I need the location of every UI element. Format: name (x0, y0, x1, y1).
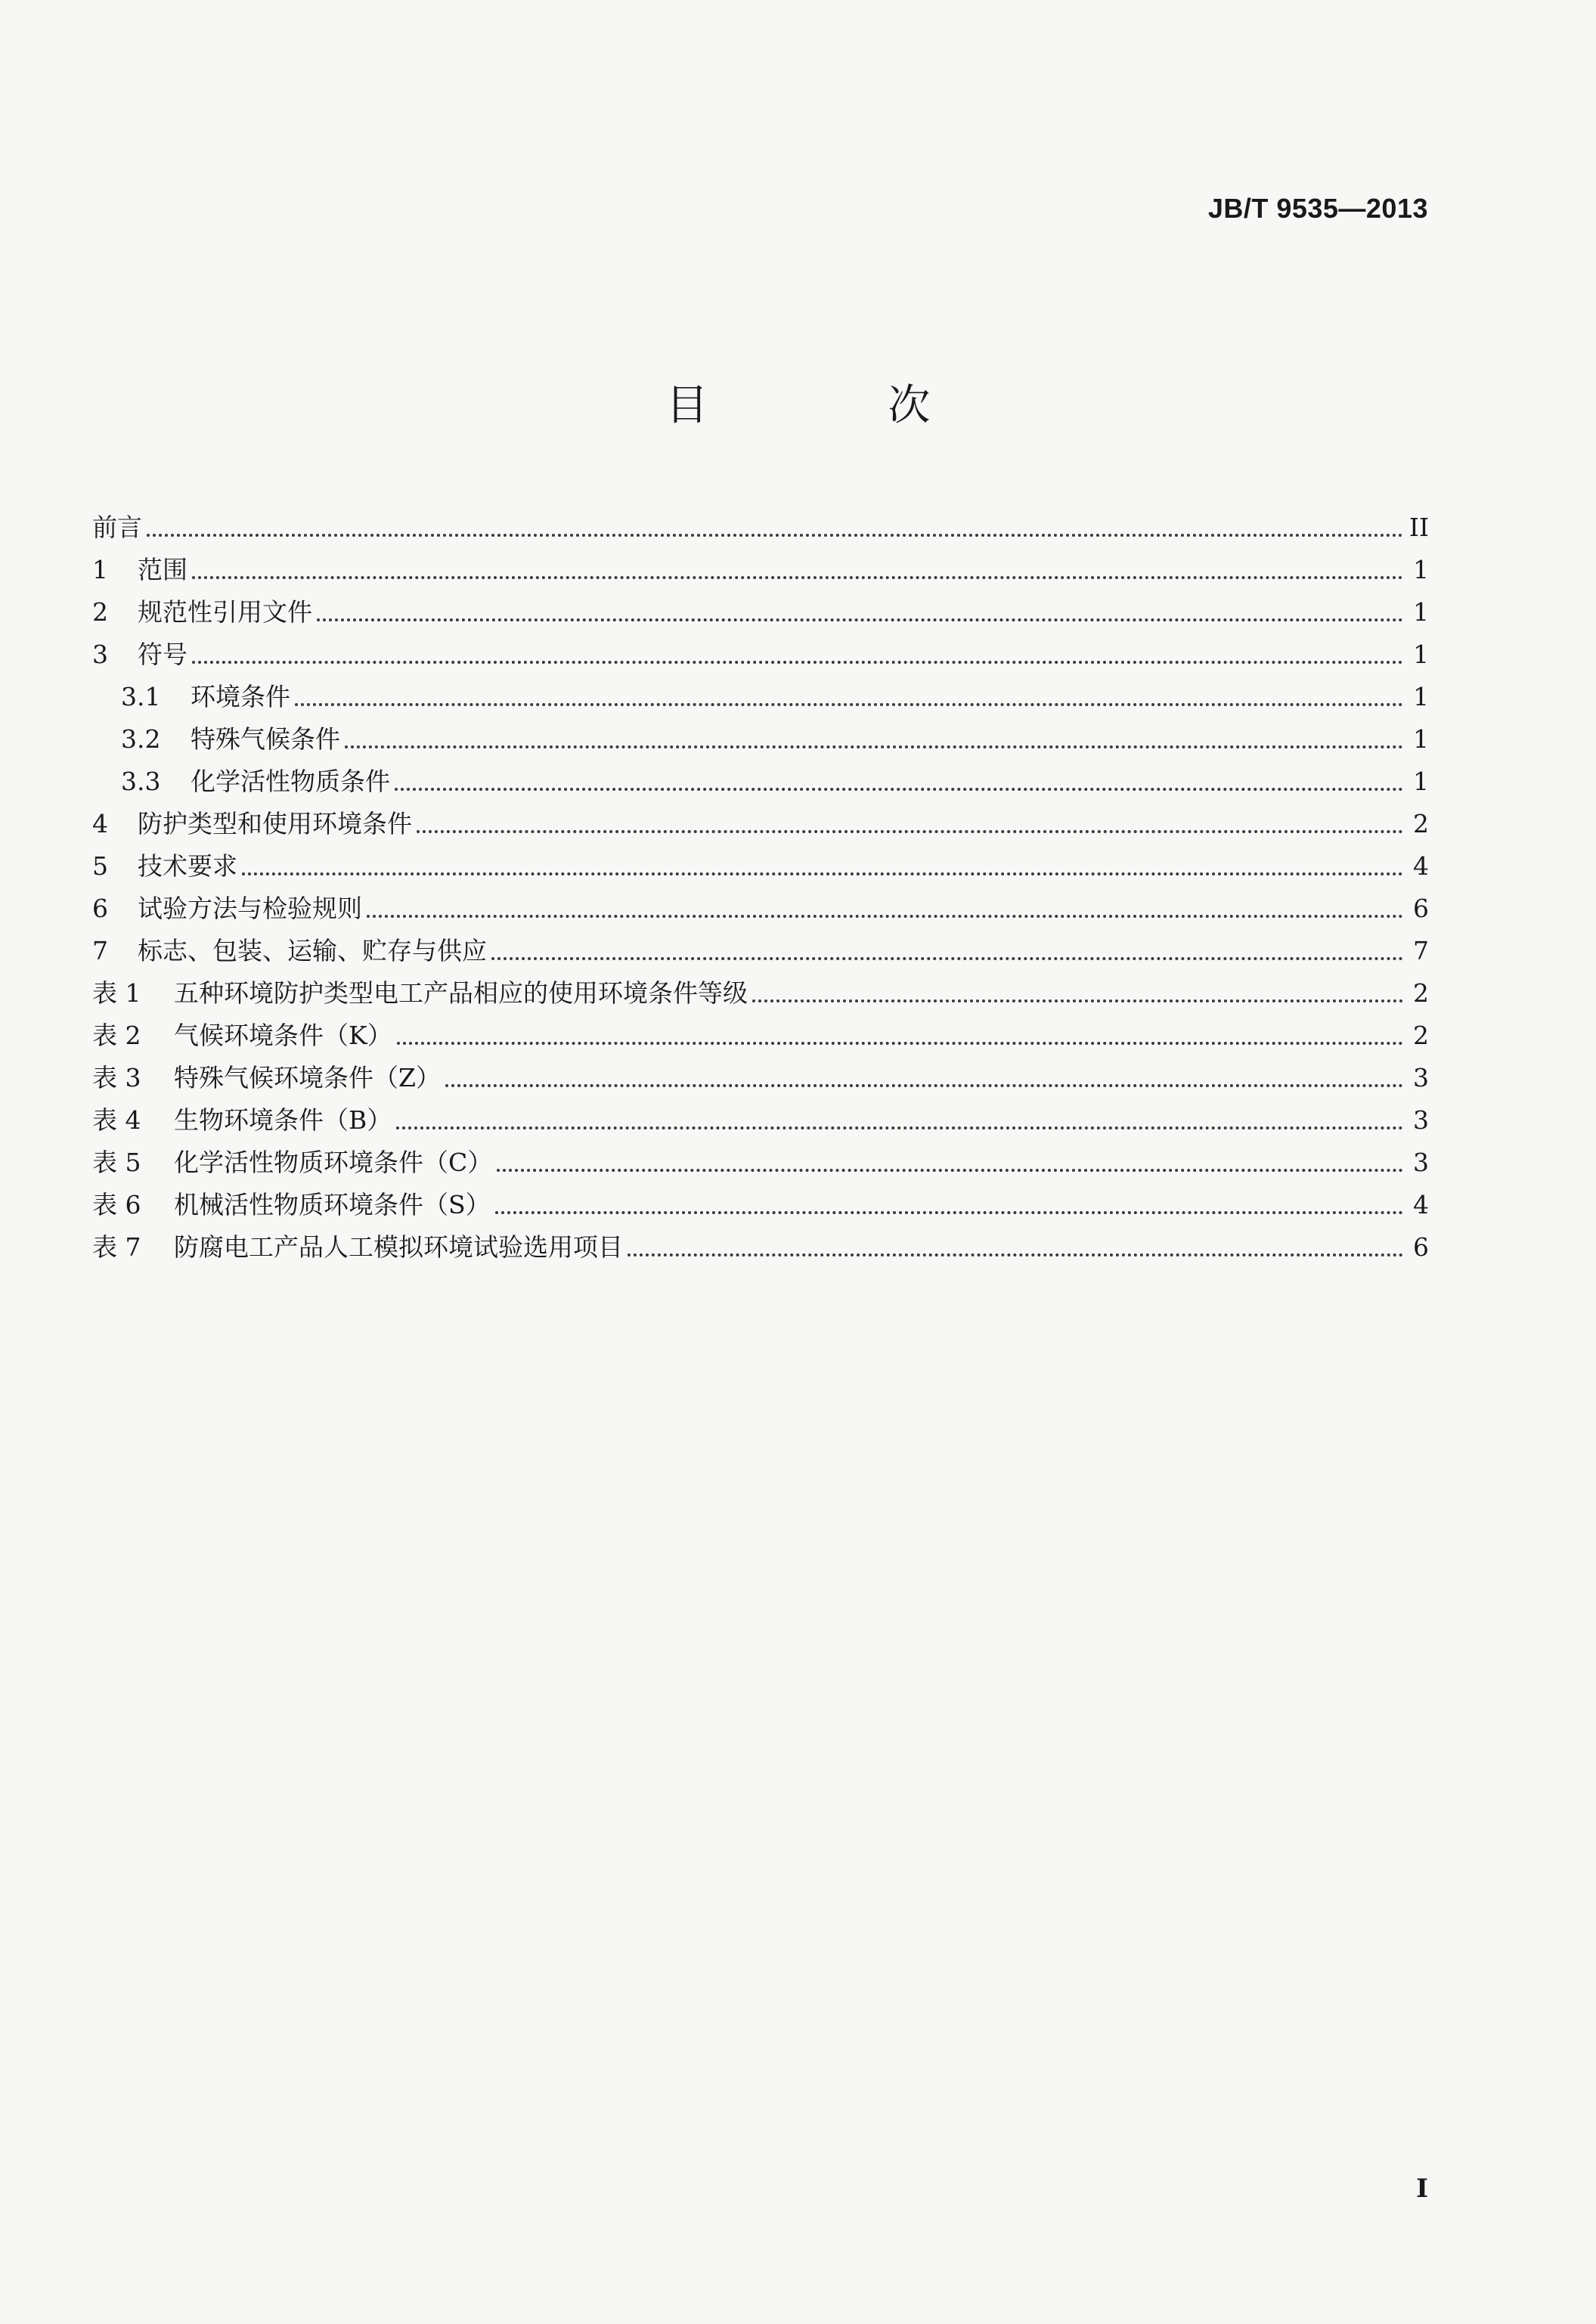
toc-entry[interactable] (92, 634, 1429, 676)
toc-entry[interactable] (92, 1099, 1429, 1142)
toc-entry-number: 3.3 (121, 767, 161, 796)
toc-entry-number: 表 1 (92, 978, 141, 1008)
toc-entry-number: 表 5 (92, 1148, 141, 1177)
standard-code: JB/T 9535—2013 (1207, 193, 1428, 224)
toc-entry-page: 7 (1413, 936, 1429, 965)
toc-entry-title: 机械活性物质环境条件（S） (174, 1190, 491, 1219)
toc-leader-dots (752, 999, 1403, 1002)
toc-entry[interactable] (92, 591, 1429, 634)
toc-entry[interactable] (92, 549, 1429, 591)
toc-entry[interactable] (92, 888, 1429, 930)
toc-entry-title: 防腐电工产品人工模拟环境试验选用项目 (174, 1232, 623, 1262)
toc-entry-page: II (1409, 513, 1429, 542)
toc-entry-page: 2 (1413, 809, 1429, 838)
toc-leader-dots (242, 872, 1403, 875)
toc-entry[interactable] (92, 1057, 1429, 1099)
toc-entry-page: 4 (1413, 851, 1429, 881)
toc-entry-title: 防护类型和使用环境条件 (138, 809, 412, 838)
toc-entry-title: 技术要求 (138, 851, 237, 881)
toc-entry-number: 3.2 (121, 724, 161, 754)
toc-entry[interactable] (92, 761, 1429, 803)
toc-entry-number: 5 (92, 851, 108, 881)
toc-entry[interactable] (92, 803, 1429, 845)
page-title: 目 次 (665, 381, 1014, 430)
toc-entry-page: 2 (1413, 978, 1429, 1008)
page-number: I (1416, 2174, 1428, 2204)
toc-entry-title: 特殊气候条件 (191, 724, 340, 754)
toc-entry-number: 1 (92, 555, 108, 584)
toc-entry-title: 环境条件 (191, 682, 290, 711)
toc-leader-dots (367, 915, 1403, 918)
toc-leader-dots (147, 534, 1403, 537)
toc-entry-title: 生物环境条件（B） (174, 1105, 392, 1135)
toc-entry-page: 2 (1413, 1021, 1429, 1050)
toc-leader-dots (192, 661, 1403, 664)
toc-entry-page: 1 (1413, 682, 1429, 711)
toc-entry[interactable] (92, 676, 1429, 718)
toc-entry-title: 气候环境条件（K） (174, 1021, 392, 1050)
toc-leader-dots (397, 1042, 1403, 1045)
toc-entry[interactable] (92, 972, 1429, 1015)
table-of-contents (92, 507, 1429, 1269)
toc-entry-title: 五种环境防护类型电工产品相应的使用环境条件等级 (174, 978, 748, 1008)
toc-entry[interactable] (92, 1015, 1429, 1057)
toc-entry-number: 表 7 (92, 1232, 141, 1262)
toc-leader-dots (445, 1084, 1403, 1087)
toc-entry-number: 3 (92, 640, 108, 669)
toc-entry-title: 特殊气候环境条件（Z） (174, 1063, 441, 1092)
toc-leader-dots (396, 1126, 1403, 1129)
toc-entry-number: 表 4 (92, 1105, 141, 1135)
toc-entry-page: 6 (1413, 1232, 1429, 1262)
toc-leader-dots (295, 703, 1403, 706)
toc-entry-page: 1 (1413, 597, 1429, 627)
toc-entry-page: 3 (1413, 1105, 1429, 1135)
toc-entry-title: 化学活性物质条件 (191, 767, 390, 796)
toc-entry-title: 规范性引用文件 (138, 597, 312, 627)
toc-entry[interactable] (92, 930, 1429, 972)
toc-leader-dots (192, 576, 1403, 579)
toc-entry-title: 前言 (92, 513, 142, 542)
toc-entry-number: 7 (92, 936, 108, 965)
toc-entry-page: 1 (1413, 767, 1429, 796)
toc-entry-page: 1 (1413, 724, 1429, 754)
toc-entry-number: 表 3 (92, 1063, 141, 1092)
toc-entry-page: 4 (1413, 1190, 1429, 1219)
toc-entry[interactable] (92, 1184, 1429, 1226)
toc-entry-page: 1 (1413, 640, 1429, 669)
toc-leader-dots (491, 957, 1403, 960)
toc-entry-number: 表 2 (92, 1021, 141, 1050)
toc-entry-title: 化学活性物质环境条件（C） (174, 1148, 493, 1177)
toc-entry-number: 2 (92, 597, 108, 627)
toc-entry-number: 3.1 (121, 682, 161, 711)
toc-entry-title: 符号 (138, 640, 187, 669)
toc-entry-page: 1 (1413, 555, 1429, 584)
toc-entry-page: 6 (1413, 894, 1429, 923)
toc-entry[interactable] (92, 718, 1429, 761)
toc-entry-title: 范围 (138, 555, 187, 584)
toc-entry[interactable] (92, 845, 1429, 888)
toc-entry[interactable] (92, 1226, 1429, 1269)
toc-leader-dots (395, 788, 1403, 791)
toc-entry[interactable] (92, 507, 1429, 549)
toc-entry-title: 标志、包装、运输、贮存与供应 (138, 936, 487, 965)
toc-entry-title: 试验方法与检验规则 (138, 894, 362, 923)
toc-leader-dots (317, 618, 1403, 621)
toc-leader-dots (497, 1169, 1403, 1172)
toc-entry-number: 表 6 (92, 1190, 141, 1219)
toc-leader-dots (495, 1211, 1403, 1214)
toc-entry-page: 3 (1413, 1148, 1429, 1177)
toc-entry-number: 4 (92, 809, 108, 838)
toc-entry[interactable] (92, 1142, 1429, 1184)
toc-entry-number: 6 (92, 894, 108, 923)
toc-leader-dots (417, 830, 1403, 833)
toc-leader-dots (628, 1253, 1403, 1257)
toc-entry-page: 3 (1413, 1063, 1429, 1092)
toc-leader-dots (345, 745, 1403, 748)
